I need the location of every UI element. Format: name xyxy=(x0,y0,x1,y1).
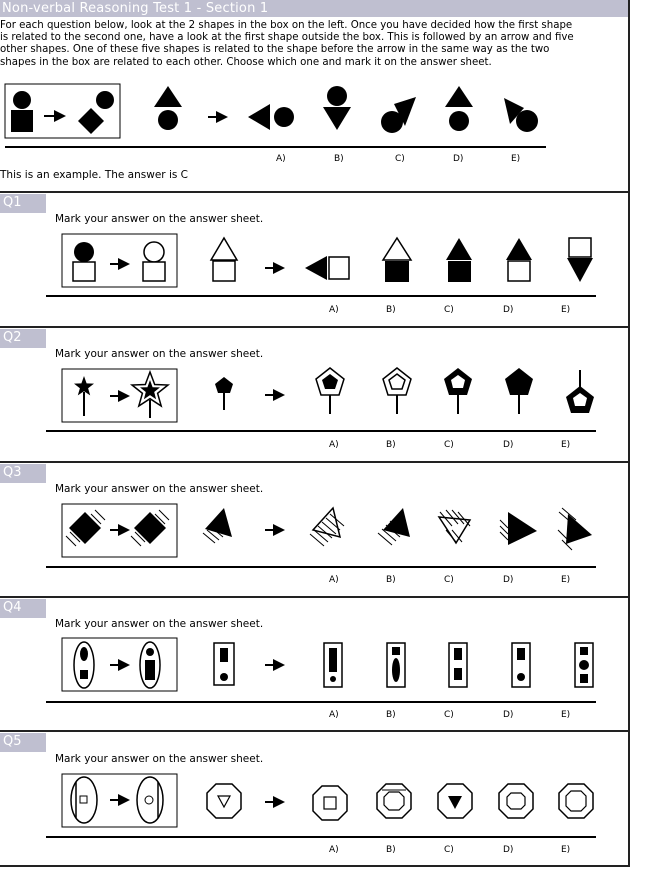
example-box-second xyxy=(78,91,114,134)
example-label-b: B) xyxy=(334,154,344,164)
q4-stem xyxy=(214,643,234,685)
q4-label-c: C) xyxy=(444,710,454,720)
q4-option-b xyxy=(387,643,405,687)
q2-option-b xyxy=(383,368,411,414)
q1-option-b xyxy=(383,238,411,282)
q5-label-a: A) xyxy=(329,845,339,855)
q2-label-c: C) xyxy=(444,440,454,450)
question-prompt: Mark your answer on the answer sheet. xyxy=(55,753,264,765)
q5-option-c xyxy=(438,784,472,818)
example-stem xyxy=(154,86,182,130)
q5-label-b: B) xyxy=(386,845,396,855)
q5-label-e: E) xyxy=(561,845,571,855)
question-number: Q4 xyxy=(3,600,22,615)
q4-label-b: B) xyxy=(386,710,396,720)
q4-option-c xyxy=(449,643,467,687)
q4-label-a: A) xyxy=(329,710,339,720)
q5-stem xyxy=(207,784,241,818)
q1-label-b: B) xyxy=(386,305,396,315)
question-prompt: Mark your answer on the answer sheet. xyxy=(55,213,264,225)
header-bar xyxy=(0,0,628,17)
q2-label-a: A) xyxy=(329,440,339,450)
example-label-e: E) xyxy=(511,154,521,164)
section-divider xyxy=(0,326,628,328)
example-label-d: D) xyxy=(453,154,464,164)
q5-option-d xyxy=(499,784,533,818)
q1-label-a: A) xyxy=(329,305,339,315)
q3-label-a: A) xyxy=(329,575,339,585)
q2-label-d: D) xyxy=(503,440,514,450)
q4-box-second xyxy=(140,642,160,688)
question-number: Q5 xyxy=(3,734,22,749)
q3-option-e xyxy=(558,508,592,550)
question-prompt: Mark your answer on the answer sheet. xyxy=(55,348,264,360)
q1-label-d: D) xyxy=(503,305,514,315)
question-badge-q5 xyxy=(0,733,46,752)
q2-box-second xyxy=(132,372,168,418)
q5-figure xyxy=(0,768,620,863)
question-number: Q3 xyxy=(3,465,22,480)
q2-option-a xyxy=(316,368,344,414)
question-badge-q1 xyxy=(0,194,46,213)
q4-option-e xyxy=(575,643,593,687)
q5-box-second xyxy=(137,777,163,823)
q2-figure xyxy=(0,363,620,458)
q4-label-e: E) xyxy=(561,710,571,720)
q4-figure xyxy=(0,633,620,728)
section-divider xyxy=(0,730,628,732)
question-number: Q2 xyxy=(3,330,22,345)
q3-label-e: E) xyxy=(561,575,571,585)
q4-option-d xyxy=(512,643,530,687)
instructions-line-2: is related to the second one, have a look at the first shape outside the box. This is followed by an arrow and five xyxy=(0,32,574,44)
q5-label-c: C) xyxy=(444,845,454,855)
q2-box-first xyxy=(74,376,94,416)
q2-option-e xyxy=(566,370,594,413)
question-prompt: Mark your answer on the answer sheet. xyxy=(55,618,264,630)
q5-label-d: D) xyxy=(503,845,514,855)
q5-option-b xyxy=(377,784,411,818)
example-box-first xyxy=(11,91,33,132)
q1-option-a xyxy=(305,256,349,280)
example-label-a: A) xyxy=(276,154,286,164)
q4-label-d: D) xyxy=(503,710,514,720)
question-badge-q3 xyxy=(0,464,46,483)
q3-box-second xyxy=(131,510,169,546)
example-figure xyxy=(0,78,560,168)
example-label-c: C) xyxy=(395,154,405,164)
example-option-b xyxy=(323,86,351,130)
q3-label-b: B) xyxy=(386,575,396,585)
instructions-line-3: other shapes. One of these five shapes is related to the shape before the arrow in the same way as the two xyxy=(0,44,550,56)
q3-option-b xyxy=(378,508,410,545)
q3-label-c: C) xyxy=(444,575,454,585)
section-divider xyxy=(0,191,628,193)
q3-option-a xyxy=(310,508,344,546)
instructions-line-4: shapes in the box are related to each other. Choose which one and mark it on the answer sheet. xyxy=(0,56,492,68)
q2-option-c xyxy=(444,368,472,414)
q3-option-d xyxy=(500,512,537,545)
q5-box-first xyxy=(71,777,97,823)
q2-option-d xyxy=(505,368,533,414)
example-option-a xyxy=(248,104,294,130)
example-option-d xyxy=(445,86,473,131)
example-option-c xyxy=(381,97,416,133)
question-badge-q4 xyxy=(0,599,46,618)
q5-option-a xyxy=(313,786,347,820)
q1-label-c: C) xyxy=(444,305,454,315)
q1-label-e: E) xyxy=(561,305,571,315)
question-badge-q2 xyxy=(0,329,46,348)
q2-stem xyxy=(215,377,233,410)
q1-option-d xyxy=(506,238,532,281)
instructions-line-1: For each question below, look at the 2 shapes in the box on the left. Once you have decided how the first shape xyxy=(0,20,573,31)
q5-option-e xyxy=(559,784,593,818)
q1-option-c xyxy=(446,238,472,282)
q1-box-second xyxy=(143,242,165,281)
q3-figure xyxy=(0,498,620,593)
section-divider xyxy=(0,596,628,598)
question-prompt: Mark your answer on the answer sheet. xyxy=(55,483,264,495)
q2-label-b: B) xyxy=(386,440,396,450)
q1-option-e xyxy=(567,238,593,282)
example-note: This is an example. The answer is C xyxy=(0,169,189,181)
page-title: Non-verbal Reasoning Test 1 - Section 1 xyxy=(2,1,269,16)
q1-stem xyxy=(211,238,237,281)
section-divider xyxy=(0,461,628,463)
q3-box-first xyxy=(66,510,105,546)
q3-option-c xyxy=(439,510,470,543)
instructions xyxy=(0,20,626,69)
q4-box-first xyxy=(74,642,94,688)
example-option-e xyxy=(504,98,538,132)
q1-box-first xyxy=(73,242,95,281)
q4-option-a xyxy=(324,643,342,687)
q1-figure xyxy=(0,228,620,323)
q3-label-d: D) xyxy=(503,575,514,585)
q2-label-e: E) xyxy=(561,440,571,450)
question-number: Q1 xyxy=(3,195,22,210)
q3-stem xyxy=(203,508,232,543)
